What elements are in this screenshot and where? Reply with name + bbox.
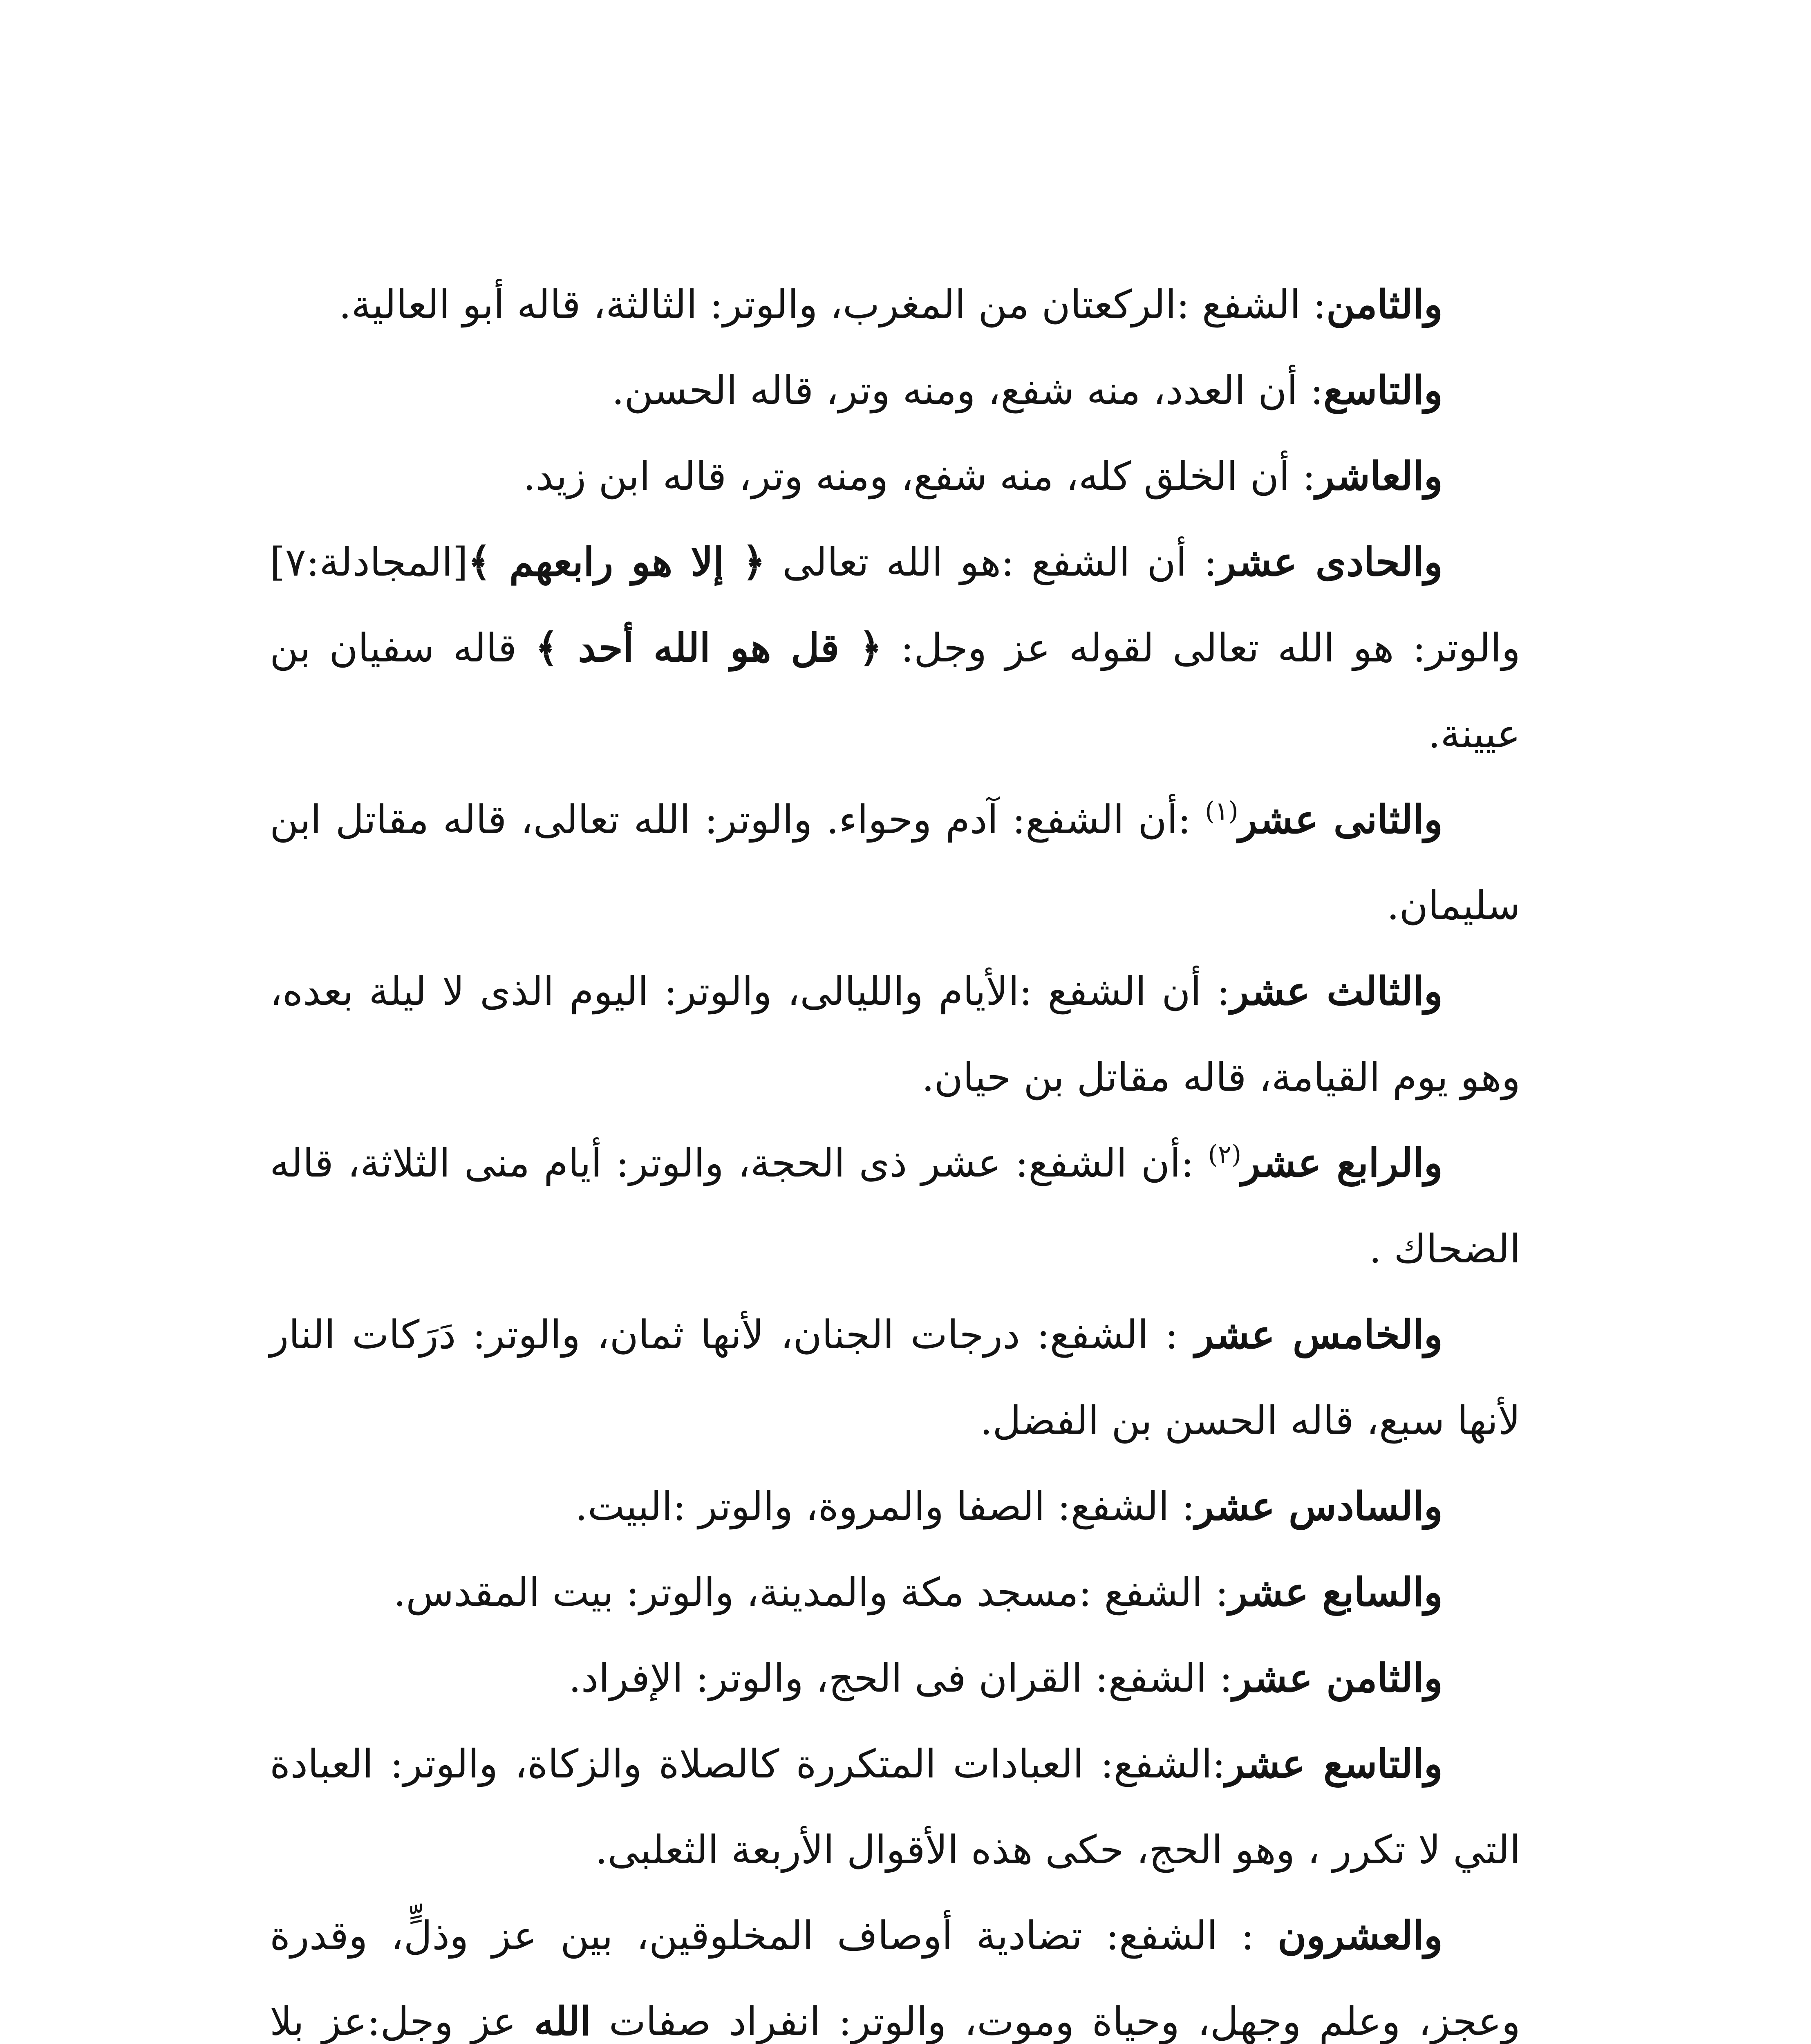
paragraph-12 <box>270 1721 1520 1893</box>
paragraph-text: :أن الشفع: عشر ذى الحجة، والوتر: أيام منى الثلاثة، قاله الضحاك . <box>270 1140 1520 1272</box>
paragraph-text: : أن الشفع :هو الله تعالى <box>765 539 1217 585</box>
paragraph-lead: والسابع عشر <box>1228 1569 1443 1615</box>
paragraph-lead: والحادى عشر <box>1217 539 1443 585</box>
paragraph-text: : الشفع: القران فى الحج، والوتر: الإفراد. <box>569 1655 1233 1701</box>
quran-quote: ﴿ إلا هو رابعهم ﴾ <box>468 539 766 585</box>
divine-name: الله <box>534 1998 591 2044</box>
paragraph-lead: والعشرون <box>1277 1912 1443 1959</box>
paragraph-lead: والسادس عشر <box>1195 1483 1443 1529</box>
paragraph-text: [المجادلة:٧] والوتر: هو الله تعالى لقوله عز وجل: <box>270 539 1521 671</box>
paragraph-1 <box>270 262 1520 347</box>
paragraph-4 <box>270 519 1520 777</box>
paragraph-lead: والثامن عشر <box>1232 1655 1443 1701</box>
paragraph-5 <box>270 777 1520 948</box>
paragraph-text: : أن العدد، منه شفع، ومنه وتر، قاله الحسن. <box>611 368 1323 413</box>
paragraph-9 <box>270 1464 1520 1549</box>
footnote-marker: (١) <box>1205 796 1238 826</box>
paragraph-2 <box>270 347 1520 433</box>
paragraph-text: : أن الشفع :الأيام والليالى، والوتر: اليوم الذى لا ليلة بعده، وهو يوم القيامة، قاله مقاتل بن حيان. <box>270 968 1520 1100</box>
paragraph-lead: والتاسع عشر <box>1225 1741 1443 1787</box>
paragraph-10 <box>270 1549 1520 1635</box>
paragraph-text: : أن الخلق كله، منه شفع، ومنه وتر، قاله ابن زيد. <box>523 453 1316 499</box>
paragraph-text: قاله سفيان بن عيينة. <box>270 625 1520 757</box>
paragraph-text: :الشفع: العبادات المتكررة كالصلاة والزكاة، والوتر: العبادة التي لا تكرر ، وهو الحج، حكى هذه الأقوال الأربعة الثعلبى. <box>270 1741 1520 1873</box>
paragraph-7 <box>270 1120 1520 1292</box>
paragraph-lead: والثامن <box>1326 281 1443 327</box>
paragraph-8 <box>270 1292 1520 1464</box>
paragraph-6 <box>270 948 1520 1120</box>
paragraph-text: : الشفع: تضادية أوصاف المخلوقين، بين عز وذلٍّ، وقدرة وعجز، وعلم وجهل، وحياة وموت، والوتر: انفراد صفات <box>270 1913 1521 2044</box>
paragraph-text: : الشفع: درجات الجنان، لأنها ثمان، والوتر: دَرَكات النار لأنها سبع، قاله الحسن بن الفضل. <box>270 1312 1520 1443</box>
paragraph-lead: والثالث عشر <box>1230 968 1443 1014</box>
quran-quote: ﴿ قل هو الله أحد ﴾ <box>535 625 882 671</box>
paragraph-lead: والخامس عشر <box>1195 1311 1443 1358</box>
paragraph-text: : الشفع: الصفا والمروة، والوتر :البيت. <box>575 1484 1195 1529</box>
paragraph-lead: والرابع عشر <box>1241 1140 1443 1186</box>
paragraph-11 <box>270 1635 1520 1721</box>
paragraph-text: عز وجل:عز بلا <box>270 1999 516 2044</box>
paragraph-text: : الشفع :الركعتان من المغرب، والوتر: الثالثة، قاله أبو العالية. <box>339 282 1326 327</box>
paragraph-text: : الشفع :مسجد مكة والمدينة، والوتر: بيت المقدس. <box>393 1569 1229 1615</box>
paragraph-13 <box>270 1893 1520 2044</box>
paragraph-lead: والعاشر <box>1315 453 1443 499</box>
main-text <box>270 262 1520 2044</box>
footnote-marker: (٢) <box>1208 1139 1242 1169</box>
paragraph-lead: والثانى عشر <box>1238 796 1443 843</box>
paragraph-text: :أن الشفع: آدم وحواء. والوتر: الله تعالى، قاله مقاتل ابن سليمان. <box>270 797 1520 928</box>
paragraph-3 <box>270 433 1520 519</box>
paragraph-lead: والتاسع <box>1323 367 1443 413</box>
